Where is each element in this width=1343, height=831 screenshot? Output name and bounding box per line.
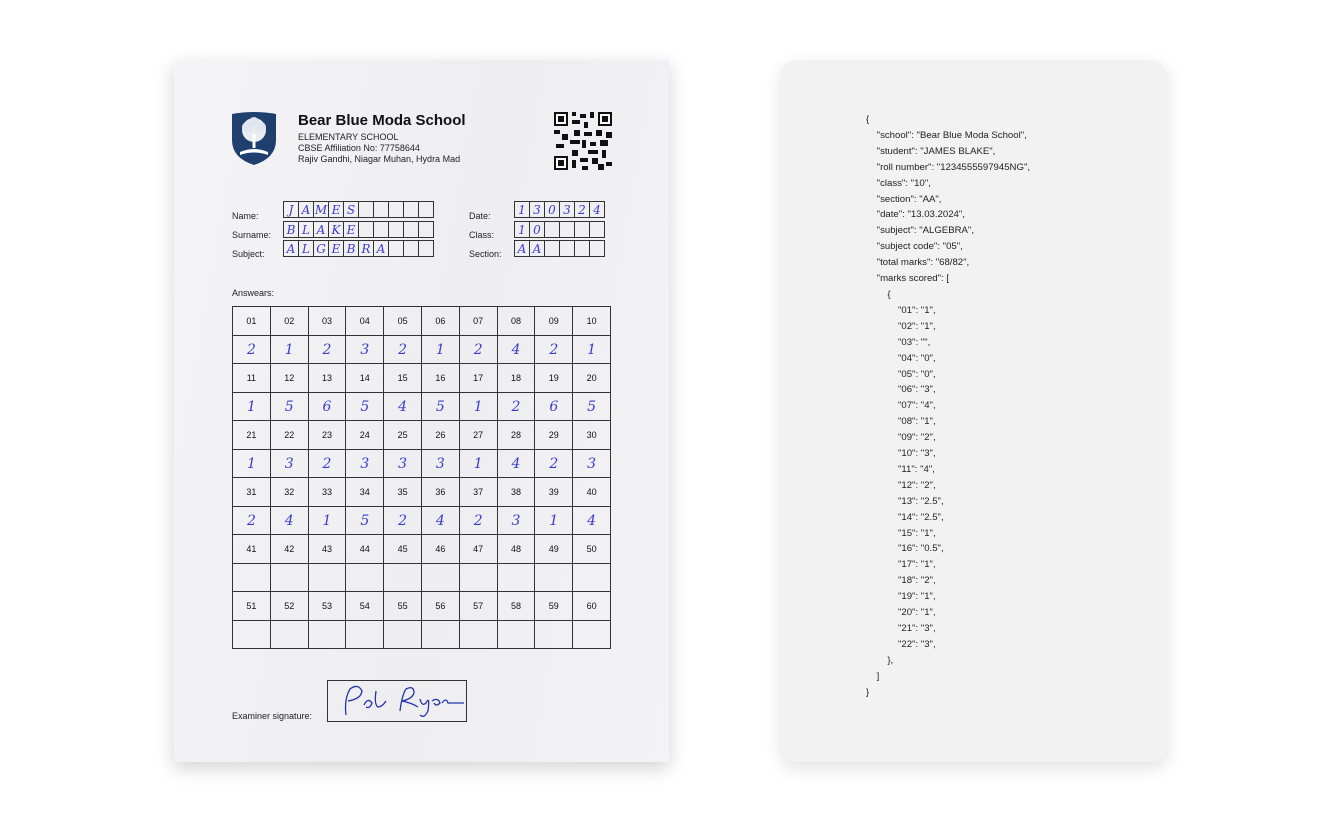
question-number: 26 xyxy=(421,421,459,450)
answer-grid xyxy=(232,306,611,649)
question-number: 35 xyxy=(384,478,422,507)
question-number: 44 xyxy=(346,535,384,564)
class-char xyxy=(544,221,560,238)
section-char xyxy=(589,240,605,257)
section-char: A xyxy=(529,240,545,257)
answer-cell[interactable]: 3 xyxy=(270,450,308,478)
answer-cell[interactable]: 1 xyxy=(459,393,497,421)
name-char xyxy=(358,201,374,218)
subject-field[interactable] xyxy=(283,240,433,257)
answer-cell[interactable] xyxy=(346,564,384,592)
date-label: Date: xyxy=(469,211,491,221)
question-number: 36 xyxy=(421,478,459,507)
json-line: "roll number": "1234555597945NG", xyxy=(866,161,1031,173)
surname-char: A xyxy=(313,221,329,238)
answer-cell[interactable]: 3 xyxy=(346,336,384,364)
question-number-row xyxy=(233,364,611,393)
json-line: "06": "3", xyxy=(866,384,936,396)
class-char xyxy=(559,221,575,238)
question-number: 04 xyxy=(346,307,384,336)
json-line: "11": "4", xyxy=(866,463,935,475)
question-number: 22 xyxy=(270,421,308,450)
answer-cell[interactable] xyxy=(459,621,497,649)
answer-row xyxy=(233,450,611,478)
json-output-panel xyxy=(781,60,1167,762)
json-line: "09": "2", xyxy=(866,432,936,444)
name-label: Name: xyxy=(232,211,259,221)
question-number: 13 xyxy=(308,364,346,393)
date-char: 1 xyxy=(514,201,530,218)
surname-char: K xyxy=(328,221,344,238)
json-line: "student": "JAMES BLAKE", xyxy=(866,145,996,157)
answer-cell[interactable]: 6 xyxy=(535,393,573,421)
json-line: "class": "10", xyxy=(866,177,931,189)
name-char: S xyxy=(343,201,359,218)
answer-cell[interactable] xyxy=(384,564,422,592)
date-char: 0 xyxy=(544,201,560,218)
subject-char: G xyxy=(313,240,329,257)
question-number: 55 xyxy=(384,592,422,621)
answer-cell[interactable] xyxy=(384,621,422,649)
answer-cell[interactable] xyxy=(270,621,308,649)
date-char: 3 xyxy=(529,201,545,218)
subject-char: B xyxy=(343,240,359,257)
question-number: 25 xyxy=(384,421,422,450)
surname-field[interactable] xyxy=(283,221,433,238)
question-number: 59 xyxy=(535,592,573,621)
question-number: 46 xyxy=(421,535,459,564)
answer-cell[interactable] xyxy=(270,564,308,592)
answer-cell[interactable] xyxy=(346,621,384,649)
subject-char: E xyxy=(328,240,344,257)
question-number: 19 xyxy=(535,364,573,393)
surname-char xyxy=(358,221,374,238)
answer-cell[interactable] xyxy=(535,621,573,649)
subject-char xyxy=(418,240,434,257)
affiliation: CBSE Affiliation No: 77758644 xyxy=(298,143,420,153)
class-field[interactable] xyxy=(514,221,604,238)
class-char xyxy=(589,221,605,238)
question-number: 40 xyxy=(573,478,611,507)
section-char: A xyxy=(514,240,530,257)
question-number-row xyxy=(233,478,611,507)
json-line: "03": "", xyxy=(866,336,931,348)
school-type: ELEMENTARY SCHOOL xyxy=(298,132,399,142)
question-number: 24 xyxy=(346,421,384,450)
json-line: "07": "4", xyxy=(866,400,936,412)
json-line: "01": "1", xyxy=(866,304,936,316)
question-number: 31 xyxy=(233,478,271,507)
subject-char xyxy=(388,240,404,257)
json-line: "school": "Bear Blue Moda School", xyxy=(866,129,1027,141)
answer-cell[interactable]: 1 xyxy=(233,450,271,478)
answer-cell[interactable]: 2 xyxy=(233,507,271,535)
answer-cell[interactable]: 4 xyxy=(384,393,422,421)
answer-cell[interactable]: 1 xyxy=(421,336,459,364)
json-line: "marks scored": [ xyxy=(866,273,950,285)
question-number: 49 xyxy=(535,535,573,564)
answer-cell[interactable] xyxy=(233,564,271,592)
question-number: 30 xyxy=(573,421,611,450)
question-number-row xyxy=(233,307,611,336)
question-number: 57 xyxy=(459,592,497,621)
question-number: 33 xyxy=(308,478,346,507)
question-number: 20 xyxy=(573,364,611,393)
date-char: 4 xyxy=(589,201,605,218)
section-char xyxy=(544,240,560,257)
question-number: 60 xyxy=(573,592,611,621)
question-number: 54 xyxy=(346,592,384,621)
json-line: "13": "2.5", xyxy=(866,495,944,507)
answer-cell[interactable]: 3 xyxy=(421,450,459,478)
question-number: 42 xyxy=(270,535,308,564)
surname-char: L xyxy=(298,221,314,238)
answer-cell[interactable]: 2 xyxy=(384,507,422,535)
section-char xyxy=(574,240,590,257)
answer-cell[interactable] xyxy=(497,564,535,592)
question-number: 12 xyxy=(270,364,308,393)
answer-cell[interactable]: 2 xyxy=(308,336,346,364)
tree-shield-icon xyxy=(230,110,278,166)
subject-char: A xyxy=(373,240,389,257)
answer-cell[interactable]: 1 xyxy=(459,450,497,478)
question-number: 01 xyxy=(233,307,271,336)
name-char xyxy=(373,201,389,218)
answer-cell[interactable]: 4 xyxy=(497,336,535,364)
question-number: 09 xyxy=(535,307,573,336)
answer-cell[interactable]: 3 xyxy=(384,450,422,478)
answer-cell[interactable]: 6 xyxy=(308,393,346,421)
answer-cell[interactable]: 5 xyxy=(346,507,384,535)
question-number: 23 xyxy=(308,421,346,450)
question-number: 03 xyxy=(308,307,346,336)
json-line: "21": "3", xyxy=(866,623,936,634)
json-line: "subject code": "05", xyxy=(866,241,963,253)
json-line: "04": "0", xyxy=(866,352,936,364)
answer-cell[interactable]: 2 xyxy=(384,336,422,364)
surname-label: Surname: xyxy=(232,230,272,240)
json-line: "subject": "ALGEBRA", xyxy=(866,225,974,237)
question-number: 58 xyxy=(497,592,535,621)
answer-cell[interactable]: 1 xyxy=(233,393,271,421)
answer-cell[interactable]: 2 xyxy=(535,336,573,364)
answer-row xyxy=(233,564,611,592)
answer-cell[interactable]: 3 xyxy=(573,450,611,478)
answer-cell[interactable] xyxy=(421,564,459,592)
answer-cell[interactable] xyxy=(459,564,497,592)
examiner-signature-label: Examiner signature: xyxy=(232,711,313,721)
question-number: 05 xyxy=(384,307,422,336)
signature-box[interactable] xyxy=(327,680,467,722)
qr-code-icon xyxy=(554,112,612,170)
section-char xyxy=(559,240,575,257)
name-char xyxy=(418,201,434,218)
surname-char xyxy=(418,221,434,238)
subject-label: Subject: xyxy=(232,249,265,259)
answer-row xyxy=(233,621,611,649)
answer-cell[interactable] xyxy=(535,564,573,592)
answers-label: Answears: xyxy=(232,288,275,298)
answer-cell[interactable] xyxy=(573,564,611,592)
question-number: 39 xyxy=(535,478,573,507)
answer-cell[interactable]: 1 xyxy=(535,507,573,535)
question-number: 41 xyxy=(233,535,271,564)
json-line: }, xyxy=(866,654,894,666)
json-line: "10": "3", xyxy=(866,448,936,460)
school-name: Bear Blue Moda School xyxy=(298,112,466,129)
signature-icon xyxy=(328,681,466,721)
json-line: "15": "1", xyxy=(866,527,936,539)
json-line: } xyxy=(866,686,870,698)
json-line: "17": "1", xyxy=(866,559,936,571)
class-char xyxy=(574,221,590,238)
json-line: "14": "2.5", xyxy=(866,511,944,523)
class-char: 0 xyxy=(529,221,545,238)
question-number: 29 xyxy=(535,421,573,450)
answer-cell[interactable] xyxy=(308,621,346,649)
answer-cell[interactable]: 2 xyxy=(535,450,573,478)
json-line: { xyxy=(866,114,870,125)
answer-cell[interactable]: 4 xyxy=(421,507,459,535)
question-number-row xyxy=(233,592,611,621)
json-line: "22": "3", xyxy=(866,638,936,650)
class-label: Class: xyxy=(469,230,495,240)
date-char: 3 xyxy=(559,201,575,218)
answer-cell[interactable]: 1 xyxy=(270,336,308,364)
json-line: "20": "1", xyxy=(866,607,936,619)
name-char xyxy=(403,201,419,218)
subject-char: L xyxy=(298,240,314,257)
name-field[interactable] xyxy=(283,201,433,218)
question-number: 47 xyxy=(459,535,497,564)
answer-cell[interactable]: 2 xyxy=(308,450,346,478)
answer-row xyxy=(233,393,611,421)
answer-row xyxy=(233,507,611,535)
json-line: ] xyxy=(866,670,880,682)
question-number: 18 xyxy=(497,364,535,393)
json-line: "05": "0", xyxy=(866,368,936,380)
answer-cell[interactable]: 2 xyxy=(233,336,271,364)
date-field[interactable] xyxy=(514,201,604,218)
question-number: 27 xyxy=(459,421,497,450)
question-number: 37 xyxy=(459,478,497,507)
name-char: A xyxy=(298,201,314,218)
date-char: 2 xyxy=(574,201,590,218)
name-char: E xyxy=(328,201,344,218)
answer-cell[interactable]: 4 xyxy=(270,507,308,535)
subject-char xyxy=(403,240,419,257)
answer-sheet xyxy=(174,60,669,762)
question-number: 48 xyxy=(497,535,535,564)
question-number-row xyxy=(233,535,611,564)
question-number: 51 xyxy=(233,592,271,621)
surname-char xyxy=(403,221,419,238)
question-number: 43 xyxy=(308,535,346,564)
name-char: J xyxy=(283,201,299,218)
surname-char xyxy=(388,221,404,238)
json-line: "total marks": "68/82", xyxy=(866,257,970,269)
question-number: 15 xyxy=(384,364,422,393)
json-line: "08": "1", xyxy=(866,416,936,428)
json-line: "19": "1", xyxy=(866,591,936,603)
answer-cell[interactable]: 5 xyxy=(346,393,384,421)
json-line: { xyxy=(866,288,891,300)
question-number: 38 xyxy=(497,478,535,507)
answer-cell[interactable]: 4 xyxy=(573,507,611,535)
address: Rajiv Gandhi, Niagar Muhan, Hydra Mad xyxy=(298,154,461,164)
answer-cell[interactable] xyxy=(233,621,271,649)
answer-cell[interactable]: 3 xyxy=(346,450,384,478)
answer-cell[interactable]: 2 xyxy=(459,336,497,364)
question-number: 32 xyxy=(270,478,308,507)
question-number: 06 xyxy=(421,307,459,336)
class-char: 1 xyxy=(514,221,530,238)
answer-cell[interactable]: 5 xyxy=(573,393,611,421)
json-line: "18": "2", xyxy=(866,575,936,587)
section-label: Section: xyxy=(469,249,502,259)
question-number: 07 xyxy=(459,307,497,336)
question-number: 11 xyxy=(233,364,271,393)
question-number: 28 xyxy=(497,421,535,450)
question-number: 45 xyxy=(384,535,422,564)
json-line: "section": "AA", xyxy=(866,193,942,205)
question-number: 52 xyxy=(270,592,308,621)
question-number: 17 xyxy=(459,364,497,393)
surname-char: E xyxy=(343,221,359,238)
name-char xyxy=(388,201,404,218)
answer-cell[interactable]: 3 xyxy=(497,507,535,535)
surname-char: B xyxy=(283,221,299,238)
answer-row xyxy=(233,336,611,364)
answer-cell[interactable] xyxy=(497,621,535,649)
question-number: 02 xyxy=(270,307,308,336)
question-number: 56 xyxy=(421,592,459,621)
answer-cell[interactable]: 5 xyxy=(421,393,459,421)
answer-cell[interactable]: 1 xyxy=(308,507,346,535)
answer-cell[interactable]: 1 xyxy=(573,336,611,364)
question-number: 53 xyxy=(308,592,346,621)
answer-cell[interactable]: 5 xyxy=(270,393,308,421)
question-number: 14 xyxy=(346,364,384,393)
answer-cell[interactable] xyxy=(308,564,346,592)
name-char: M xyxy=(314,202,328,217)
answer-cell[interactable]: 2 xyxy=(497,393,535,421)
question-number: 21 xyxy=(233,421,271,450)
answer-cell[interactable] xyxy=(573,621,611,649)
question-number: 34 xyxy=(346,478,384,507)
subject-char: A xyxy=(283,240,299,257)
question-number: 08 xyxy=(497,307,535,336)
section-field[interactable] xyxy=(514,240,604,257)
question-number: 10 xyxy=(573,307,611,336)
question-number: 50 xyxy=(573,535,611,564)
json-line: "16": "0.5", xyxy=(866,543,944,555)
question-number: 16 xyxy=(421,364,459,393)
question-number-row xyxy=(233,421,611,450)
json-output-text xyxy=(866,112,1030,701)
json-line: "02": "1", xyxy=(866,320,936,332)
answer-cell[interactable]: 2 xyxy=(459,507,497,535)
answer-cell[interactable]: 4 xyxy=(497,450,535,478)
json-line: "12": "2", xyxy=(866,479,936,491)
answer-cell[interactable] xyxy=(421,621,459,649)
surname-char xyxy=(373,221,389,238)
json-line: "date": "13.03.2024", xyxy=(866,209,965,221)
subject-char: R xyxy=(358,240,374,257)
